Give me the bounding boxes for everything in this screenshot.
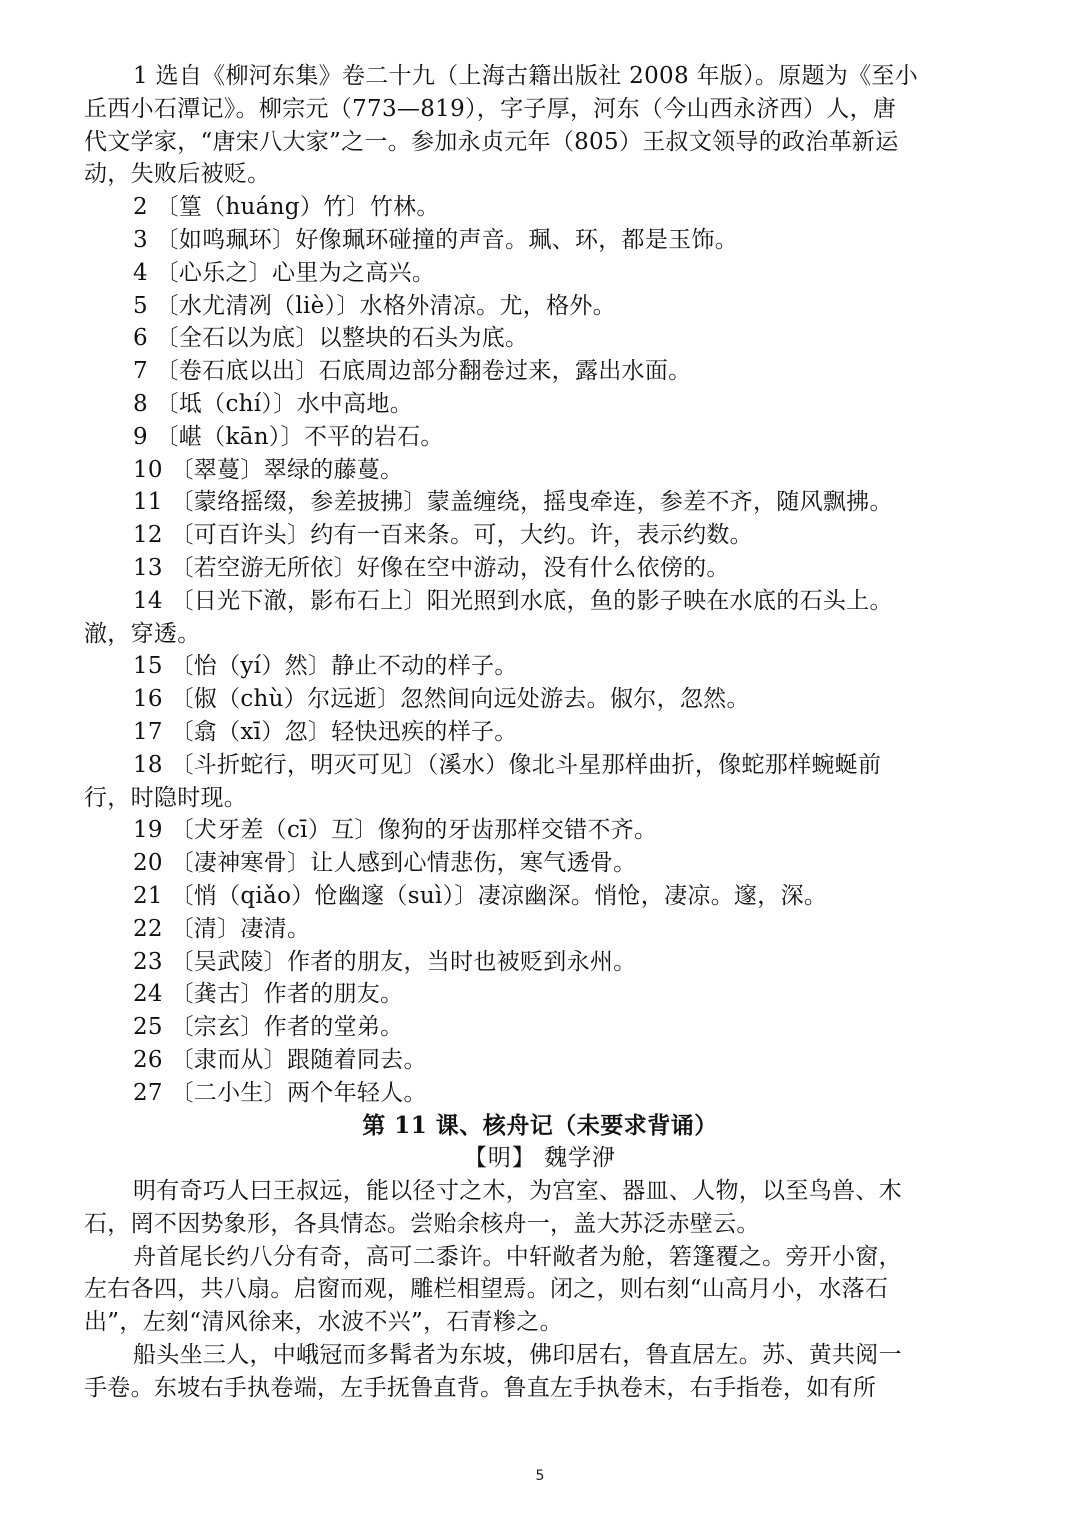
- footnote-line: 15 〔怡（yí）然〕静止不动的样子。: [133, 653, 518, 680]
- footnote-line: 4 〔心乐之〕心里为之高兴。: [133, 259, 436, 286]
- footnote-line: 26 〔隶而从〕跟随着同去。: [133, 1046, 427, 1073]
- footnote-line: 12 〔可百许头〕约有一百来条。可，大约。许，表示约数。: [133, 522, 753, 549]
- footnote-line: 9 〔嵁（kān）〕不平的岩石。: [133, 423, 444, 450]
- footnote-line: 14 〔日光下澈，影布石上〕阳光照到水底，鱼的影子映在水底的石头上。: [133, 587, 893, 614]
- lesson-title: 第 11 课、核舟记（未要求背诵）: [362, 1111, 718, 1139]
- footnote-line: 丘西小石潭记》。柳宗元（773—819），字子厚，河东（今山西永济西）人，唐: [84, 95, 897, 122]
- footnote-line: 13 〔若空游无所依〕好像在空中游动，没有什么依傍的。: [133, 554, 730, 581]
- footnote-line: 11 〔蒙络摇缀，参差披拂〕蒙盖缠绕，摇曳牵连，参差不齐，随风飘拂。: [133, 489, 893, 516]
- footnote-line: 1 选自《柳河东集》卷二十九（上海古籍出版社 2008 年版）。原题为《至小: [133, 63, 918, 89]
- body-line: 手卷。东坡右手执卷端，左手抚鲁直背。鲁直左手执卷末，右手指卷，如有所: [84, 1374, 877, 1401]
- footnote-line: 24 〔龚古〕作者的朋友。: [133, 981, 404, 1008]
- footnote-line: 17 〔翕（xī）忽〕轻快迅疾的样子。: [133, 718, 518, 745]
- author-line: 【明】 魏学洢: [463, 1145, 617, 1172]
- body-line: 出”，左刻“清风徐来，水波不兴”，石青糁之。: [84, 1309, 563, 1336]
- footnote-line: 7 〔卷石底以出〕石底周边部分翻卷过来，露出水面。: [133, 358, 692, 385]
- footnote-line: 行，时隐时现。: [84, 784, 248, 811]
- footnote-line: 2 〔篁（huáng）竹〕竹林。: [133, 194, 440, 221]
- footnote-line: 5 〔水尤清冽（liè）〕水格外清凉。尤，格外。: [133, 292, 616, 319]
- body-line: 舟首尾长约八分有奇，高可二黍许。中轩敞者为舱，箬篷覆之。旁开小窗，: [133, 1243, 902, 1270]
- footnote-line: 18 〔斗折蛇行，明灭可见〕（溪水）像北斗星那样曲折，像蛇那样蜿蜒前: [133, 751, 882, 778]
- body-line: 明有奇巧人曰王叔远，能以径寸之木，为宫室、器皿、人物，以至鸟兽、木: [133, 1178, 902, 1205]
- footnote-list: [84, 60, 996, 1110]
- footnote-line: 澈，穿透。: [84, 620, 201, 647]
- footnote-line: 10 〔翠蔓〕翠绿的藤蔓。: [133, 456, 404, 483]
- footnote-line: 21 〔悄（qiǎo）怆幽邃（suì）〕凄凉幽深。悄怆，凄凉。邃，深。: [133, 882, 828, 909]
- footnote-line: 23 〔吴武陵〕作者的朋友，当时也被贬到永州。: [133, 948, 637, 975]
- page-number: 5: [535, 1468, 545, 1484]
- classical-text-body: [84, 1175, 996, 1405]
- footnote-line: 8 〔坻（chí）〕水中高地。: [133, 390, 413, 417]
- body-line: 船头坐三人，中峨冠而多髯者为东坡，佛印居右，鲁直居左。苏、黄共阅一: [133, 1342, 902, 1369]
- document-page: [84, 60, 996, 1405]
- footnote-line: 22 〔清〕凄清。: [133, 915, 311, 942]
- footnote-line: 6 〔全石以为底〕以整块的石头为底。: [133, 325, 529, 352]
- footnote-line: 25 〔宗玄〕作者的堂弟。: [133, 1014, 404, 1041]
- footnote-line: 3 〔如鸣珮环〕好像珮环碰撞的声音。珮、环，都是玉饰。: [133, 226, 739, 253]
- footnote-line: 16 〔俶（chù）尔远逝〕忽然间向远处游去。俶尔，忽然。: [133, 686, 750, 713]
- footnote-line: 19 〔犬牙差（cī）互〕像狗的牙齿那样交错不齐。: [133, 817, 658, 844]
- footnote-line: 动，失败后被贬。: [84, 161, 271, 188]
- footnote-line: 代文学家，“唐宋八大家”之一。参加永贞元年（805）王叔文领导的政治革新运: [84, 128, 899, 155]
- body-line: 石，罔不因势象形，各具情态。尝贻余核舟一，盖大苏泛赤壁云。: [84, 1210, 760, 1237]
- footnote-line: 20 〔凄神寒骨〕让人感到心情悲伤，寒气透骨。: [133, 850, 637, 877]
- body-line: 左右各四，共八扇。启窗而观，雕栏相望焉。闭之，则右刻“山高月小，水落石: [84, 1276, 889, 1303]
- footnote-line: 27 〔二小生〕两个年轻人。: [133, 1079, 427, 1106]
